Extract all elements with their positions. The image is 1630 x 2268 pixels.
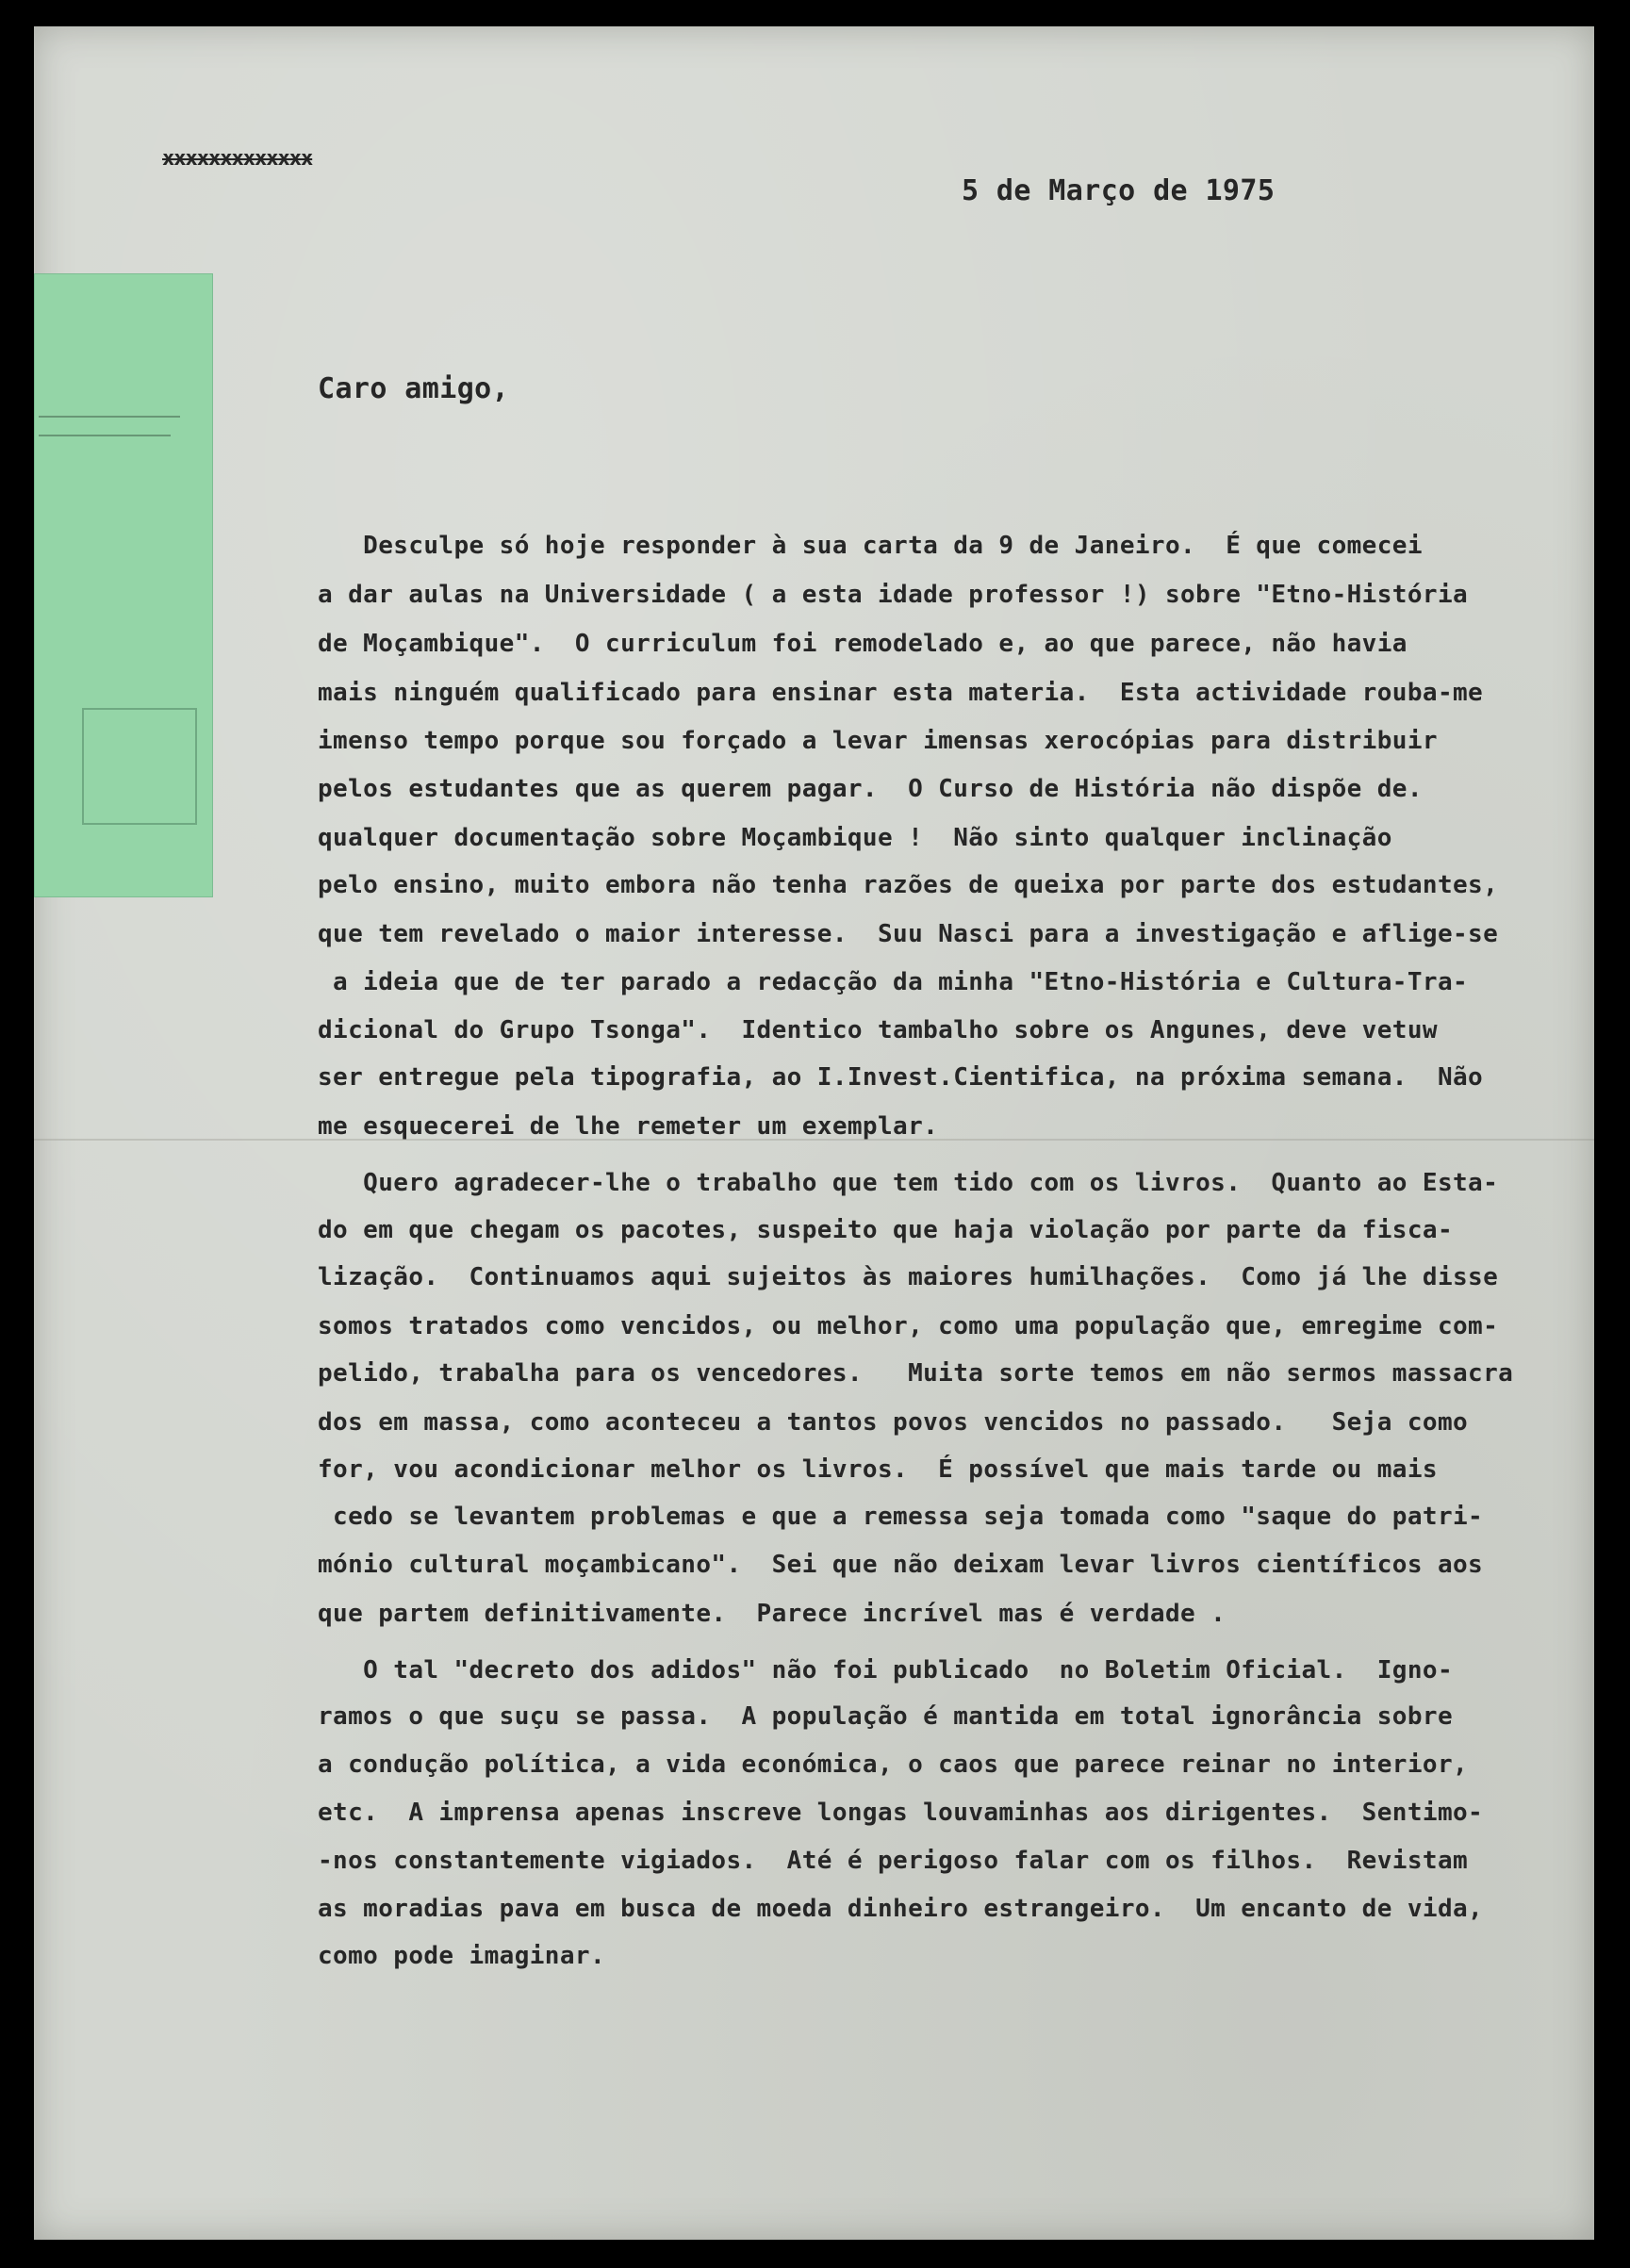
letter-line: a ideia que de ter parado a redacção da minha "Etno-História e Cultura-Tra-: [318, 968, 1469, 996]
letter-line: somos tratados como vencidos, ou melhor, como uma população que, emregime com-: [318, 1312, 1499, 1340]
letter-line: cedo se levantem problemas e que a remessa seja tomada como "saque do patri-: [318, 1503, 1484, 1531]
letter-line: imenso tempo porque sou forçado a levar imensas xerocópias para distribuir: [318, 727, 1438, 755]
letter-date: 5 de Março de 1975: [962, 174, 1276, 207]
letter-line: pelido, trabalha para os vencedores. Muita sorte temos em não sermos massacra: [318, 1359, 1514, 1388]
letter-line: qualquer documentação sobre Moçambique ! Não sinto qualquer inclinação: [318, 824, 1392, 852]
letter-line: dicional do Grupo Tsonga". Identico tambalho sobre os Angunes, deve vetuw: [318, 1016, 1438, 1044]
letter-line: Desculpe só hoje responder à sua carta da 9 de Janeiro. É que comecei: [318, 532, 1423, 560]
struck-header-mark: xxxxxxxxxxxxx: [162, 147, 313, 171]
letter-line: que tem revelado o maior interesse. Suu Nasci para a investigação e aflige-se: [318, 920, 1499, 948]
letter-line: ramos o que suçu se passa. A população é mantida em total ignorância sobre: [318, 1702, 1453, 1731]
letter-line: de Moçambique". O curriculum foi remodelado e, ao que parece, não havia: [318, 630, 1408, 658]
green-paper-tab: [34, 273, 213, 897]
letter-line: que partem definitivamente. Parece incrível mas é verdade .: [318, 1600, 1227, 1628]
letter-line: -nos constantemente vigiados. Até é perigoso falar com os filhos. Revistam: [318, 1847, 1469, 1875]
letter-line: a condução política, a vida económica, o caos que parece reinar no interior,: [318, 1750, 1469, 1779]
letter-line: pelos estudantes que as querem pagar. O Curso de História não dispõe de.: [318, 775, 1423, 803]
letter-line: me esquecerei de lhe remeter um exemplar.: [318, 1112, 939, 1141]
letter-line: ser entregue pela tipografia, ao I.Invest.Cientifica, na próxima semana. Não: [318, 1063, 1484, 1092]
letter-line: dos em massa, como aconteceu a tantos povos vencidos no passado. Seja como: [318, 1408, 1469, 1437]
tab-scribble: [39, 416, 180, 418]
letter-line: a dar aulas na Universidade ( a esta idade professor !) sobre "Etno-História: [318, 581, 1469, 609]
tab-slot: [82, 708, 197, 825]
letter-line: Quero agradecer-lhe o trabalho que tem tido com os livros. Quanto ao Esta-: [318, 1169, 1499, 1197]
salutation: Caro amigo,: [318, 372, 510, 405]
letter-line: for, vou acondicionar melhor os livros. É possível que mais tarde ou mais: [318, 1455, 1438, 1484]
letter-line: mais ninguém qualificado para ensinar esta materia. Esta actividade rouba-me: [318, 679, 1484, 707]
letter-line: como pode imaginar.: [318, 1942, 606, 1970]
letter-line: O tal "decreto dos adidos" não foi publicado no Boletim Oficial. Igno-: [318, 1656, 1453, 1685]
letter-line: etc. A imprensa apenas inscreve longas louvaminhas aos dirigentes. Sentimo-: [318, 1799, 1484, 1827]
tab-scribble: [39, 435, 171, 436]
letter-line: do em que chegam os pacotes, suspeito que haja violação por parte da fisca-: [318, 1216, 1453, 1244]
letter-line: lização. Continuamos aqui sujeitos às maiores humilhações. Como já lhe disse: [318, 1263, 1499, 1291]
letter-line: pelo ensino, muito embora não tenha razões de queixa por parte dos estudantes,: [318, 871, 1499, 899]
letter-line: mónio cultural moçambicano". Sei que não deixam levar livros científicos aos: [318, 1551, 1484, 1579]
letter-line: as moradias pava em busca de moeda dinheiro estrangeiro. Um encanto de vida,: [318, 1895, 1484, 1923]
